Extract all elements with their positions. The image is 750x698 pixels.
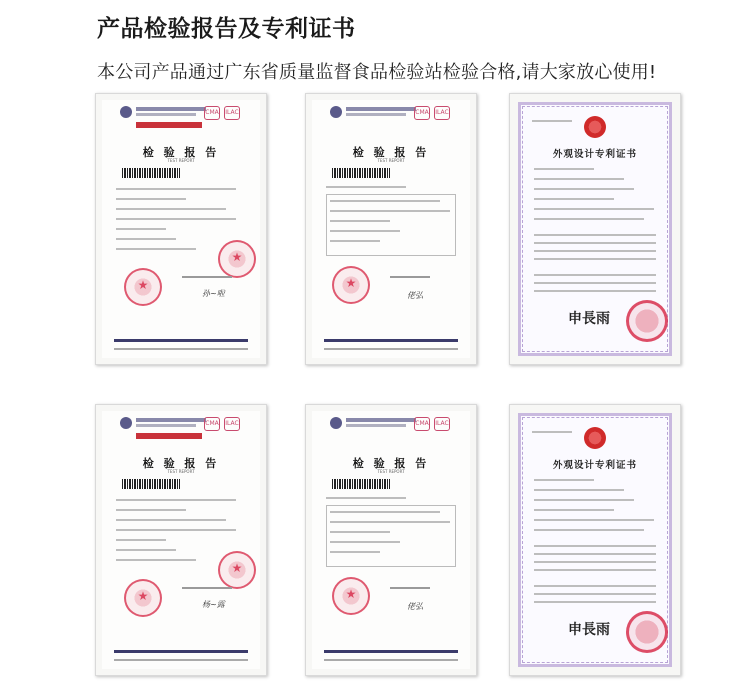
report-title: 检 验 报 告 (352, 146, 430, 159)
patent-title: 外观设计专利证书 (552, 460, 637, 471)
signature: 佬弘 (407, 602, 423, 611)
report-title: 检 验 报 告 (352, 457, 430, 470)
page-heading: 产品检验报告及专利证书 (97, 16, 356, 42)
signature: 申長雨 (568, 622, 610, 638)
test-report-image: CMA ILAC 检 验 报 告 TEST REPORT ★ 佬弘 (305, 93, 477, 365)
signature: 申長雨 (568, 311, 610, 327)
test-report-image: CMA ILAC 检 验 报 告 TEST REPORT ★ ★ 杨~露 (95, 404, 267, 676)
signature: 杨~露 (202, 600, 225, 609)
report-title-en: TEST REPORT (167, 469, 195, 474)
report-title-en: TEST REPORT (377, 158, 405, 163)
patent-title: 外观设计专利证书 (552, 149, 637, 160)
report-title: 检 验 报 告 (142, 146, 220, 159)
signature: 佬弘 (407, 291, 423, 300)
report-title-en: TEST REPORT (377, 469, 405, 474)
test-report-image: CMA ILAC 检 验 报 告 TEST REPORT ★ ★ 孙~啦 (95, 93, 267, 365)
report-title: 检 验 报 告 (142, 457, 220, 470)
report-title-en: TEST REPORT (167, 158, 195, 163)
patent-certificate-image (509, 93, 681, 365)
signature: 孙~啦 (202, 289, 225, 298)
patent-certificate-image (509, 404, 681, 676)
test-report-image: CMA ILAC 检 验 报 告 TEST REPORT ★ 佬弘 (305, 404, 477, 676)
page-subheading: 本公司产品通过广东省质量监督食品检验站检验合格,请大家放心使用! (97, 62, 657, 83)
